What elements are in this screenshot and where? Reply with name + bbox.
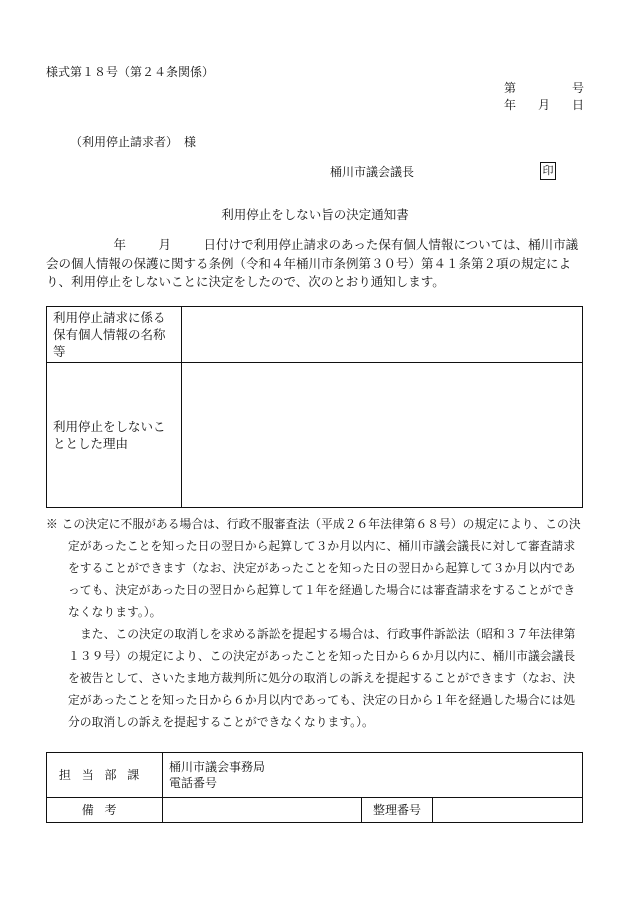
phone-label: 電話番号 — [169, 776, 218, 790]
date-year: 年 — [504, 98, 517, 112]
body-year: 年 — [113, 237, 127, 252]
body-month: 月 — [158, 237, 172, 252]
table-row — [47, 798, 583, 823]
dept-label: 担当部課 — [47, 753, 163, 798]
remarks-value — [163, 798, 362, 823]
table-row — [47, 307, 583, 363]
number-suffix: 号 — [572, 81, 585, 95]
ref-number-label: 整理番号 — [362, 798, 433, 823]
reason-label: 利用停止をしないこととした理由 — [47, 363, 182, 508]
table-row — [47, 753, 583, 798]
decision-table — [46, 306, 583, 508]
note-lawsuit: また、この決定の取消しを求める訴訟を提起する場合は、行政事件訴訟法（昭和３７年法律第１３９号）の規定により、この決定があったことを知った日から６か月以内に、桶川市議会議長を被告として、さいたま地方裁判所に処分の取消しの訴えを提起することができます（なお、決定があったことを知った日から６か月以内であっても、決定の日から１年を経過した場合には処分の取消しの訴えを提起することができなくなります。）。 — [68, 627, 576, 729]
note-appeal: ※ この決定に不服がある場合は、行政不服審査法（平成２６年法律第６８号）の規定により、この決定があったことを知った日の翌日から起算して３か月以内に、桶川市議会議長に対して審査請求をすることができます（なお、決定があったことを知った日の翌日から起算して３か月以内であっても、決定があった日の翌日から起算して１年を経過した場合には審査請求をすることができなくなります。）。 — [46, 517, 581, 619]
ref-number-value — [433, 798, 583, 823]
seal-mark: 印 — [540, 162, 556, 180]
notice-body — [46, 236, 583, 292]
dept-info — [163, 753, 583, 798]
request-info-label: 利用停止請求に係る保有個人情報の名称等 — [47, 307, 182, 363]
remarks-label: 備考 — [47, 798, 163, 823]
document-title: 利用停止をしない旨の決定通知書 — [221, 207, 409, 222]
dept-name: 桶川市議会事務局 — [169, 760, 266, 774]
request-info-value — [182, 307, 583, 363]
date-month: 月 — [538, 98, 551, 112]
table-row — [47, 363, 583, 508]
addressee: （利用停止請求者） 様 — [70, 135, 197, 149]
contact-table — [46, 752, 583, 823]
number-prefix: 第 — [504, 81, 517, 95]
issuer: 桶川市議会議長 — [330, 165, 415, 179]
form-id: 様式第１８号（第２４条関係） — [46, 65, 215, 79]
date-day: 日 — [572, 98, 585, 112]
appeal-notes — [46, 513, 583, 733]
reason-value — [182, 363, 583, 508]
body-text: 日付けで利用停止請求のあった保有個人情報については、桶川市議会の個人情報の保護に関する条例（令和４年桶川市条例第３０号）第４１条第２項の規定により、利用停止をしないことに決定をしたので、次のとおり通知します。 — [46, 237, 579, 289]
